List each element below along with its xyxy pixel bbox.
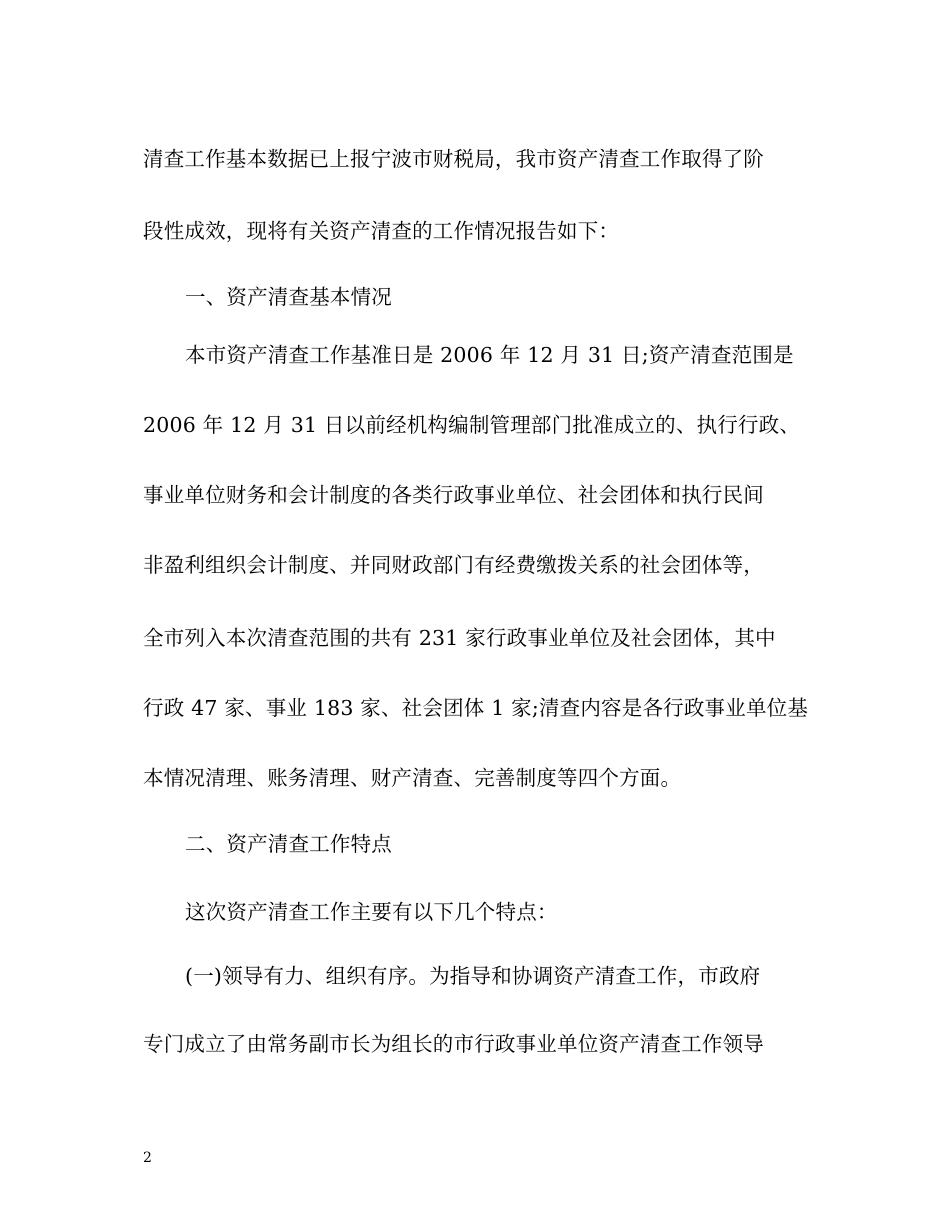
page-number: 2 — [143, 1150, 152, 1166]
paragraph-line: 本情况清理、账务清理、财产清查、完善制度等四个方面。 — [143, 766, 682, 790]
section-heading: 一、资产清查基本情况 — [185, 285, 392, 309]
paragraph-line: 事业单位财务和会计制度的各类行政事业单位、社会团体和执行民间 — [143, 483, 764, 507]
paragraph-line: 专门成立了由常务副市长为组长的市行政事业单位资产清查工作领导 — [143, 1032, 764, 1056]
paragraph-line: 2006 年 12 月 31 日以前经机构编制管理部门批准成立的、执行行政、 — [143, 413, 801, 437]
paragraph-line: 本市资产清查工作基准日是 2006 年 12 月 31 日;资产清查范围是 — [185, 343, 794, 367]
paragraph-line: 这次资产清查工作主要有以下几个特点： — [185, 900, 558, 924]
paragraph-line: 全市列入本次清查范围的共有 231 家行政事业单位及社会团体，其中 — [143, 626, 776, 650]
paragraph-line: 段性成效，现将有关资产清查的工作情况报告如下： — [143, 219, 620, 243]
paragraph-line: 清查工作基本数据已上报宁波市财税局，我市资产清查工作取得了阶 — [143, 147, 764, 171]
paragraph-line: (一)领导有力、组织有序。为指导和协调资产清查工作，市政府 — [185, 964, 761, 988]
paragraph-line: 行政 47 家、事业 183 家、社会团体 1 家;清查内容是各行政事业单位基 — [143, 696, 809, 720]
section-heading: 二、资产清查工作特点 — [185, 832, 392, 856]
paragraph-line: 非盈利组织会计制度、并同财政部门有经费缴拨关系的社会团体等， — [143, 553, 764, 577]
